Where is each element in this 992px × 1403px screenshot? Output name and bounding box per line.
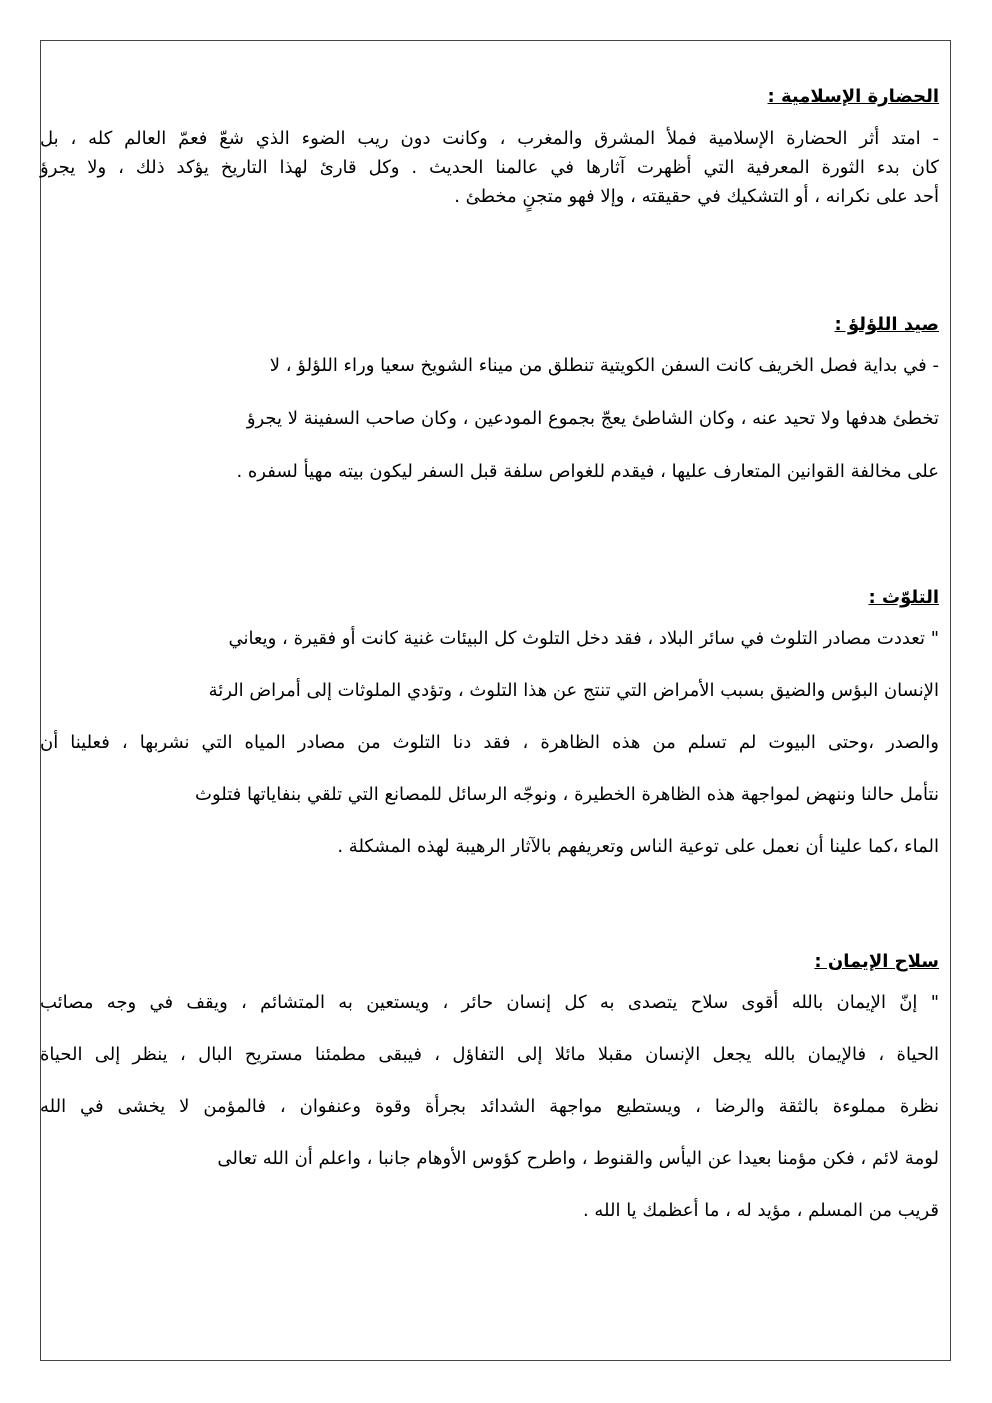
paragraph-line: " إنّ الإيمان بالله أقوى سلاح يتصدى به كل إنسان حائر ، ويستعين به المتشائم ، ويقف في وجه مصائب: [40, 992, 939, 1013]
section-title: سلاح الإيمان :: [814, 951, 939, 972]
paragraph-line: والصدر ،وحتى البيوت لم تسلم من هذه الظاهرة ، فقد دنا التلوث من مصادر المياه التي نشربها ، فعلينا أن: [40, 732, 939, 753]
paragraph-line: أحد على نكرانه ، أو التشكيك في حقيقته ، وإلا فهو متجنٍ مخطئ .: [454, 186, 939, 207]
section-title: التلوّث :: [868, 587, 939, 608]
paragraph-line: كان بدء الثورة المعرفية التي أظهرت آثارها في عالمنا الحديث . وكل قارئ لهذا التاريخ يؤكد ذلك ، ولا يجرؤ: [40, 157, 939, 178]
section-weapon-of-faith: [40, 949, 945, 1237]
paragraph-line: - في بداية فصل الخريف كانت السفن الكويتية تنطلق من ميناء الشويخ سعيا وراء اللؤلؤ ، لا: [269, 355, 939, 376]
paragraph-line: على مخالفة القوانين المتعارف عليها ، فيقدم للغواص سلفة قبل السفر ليكون بيته مهيأ لسفره .: [236, 461, 939, 482]
section-title: الحضارة الإسلامية :: [767, 86, 939, 107]
paragraph-line: " تعددت مصادر التلوث في سائر البلاد ، فقد دخل التلوث كل البيئات غنية كانت أو فقيرة ، ويعاني: [228, 628, 939, 649]
paragraph-line: الماء ،كما علينا أن نعمل على توعية الناس وتعريفهم بالآثار الرهيبة لهذه المشكلة .: [337, 836, 939, 857]
paragraph-line: الحياة ، فالإيمان بالله يجعل الإنسان مقبلا مائلا إلى التفاؤل ، فيبقى مطمئنا مستريح البال ، ينظر إلى الحياة: [40, 1044, 939, 1065]
paragraph-line: - امتد أثر الحضارة الإسلامية فملأ المشرق والمغرب ، وكانت دون ريب الضوء الذي شعّ فعمّ العالم كله ، بل: [40, 128, 939, 149]
paragraph-line: نتأمل حالنا وننهض لمواجهة هذه الظاهرة الخطيرة ، ونوجّه الرسائل للمصانع التي تلقي بنفاياتها فتلوث: [195, 784, 939, 805]
paragraph-line: نظرة مملوءة بالثقة والرضا ، ويستطيع مواجهة الشدائد بجرأة وقوة وعنفوان ، فالمؤمن لا يخشى في الله: [40, 1096, 939, 1117]
document-body: [40, 40, 945, 1361]
section-pollution: [40, 585, 945, 873]
section-islamic-civilization: [40, 84, 945, 211]
section-pearl-diving: [40, 312, 945, 498]
section-title: صيد اللؤلؤ :: [834, 314, 939, 335]
paragraph-line: لومة لائم ، فكن مؤمنا بعيدا عن اليأس والقنوط ، واطرح كؤوس الأوهام جانبا ، واعلم أن الله تعالى: [217, 1148, 939, 1169]
paragraph-line: قريب من المسلم ، مؤيد له ، ما أعظمك يا الله .: [582, 1200, 939, 1221]
paragraph-line: الإنسان البؤس والضيق بسبب الأمراض التي تنتج عن هذا التلوث ، وتؤدي الملوثات إلى أمراض الرئة: [208, 680, 939, 701]
paragraph-line: تخطئ هدفها ولا تحيد عنه ، وكان الشاطئ يعجّ بجموع المودعين ، وكان صاحب السفينة لا يجرؤ: [246, 408, 939, 429]
